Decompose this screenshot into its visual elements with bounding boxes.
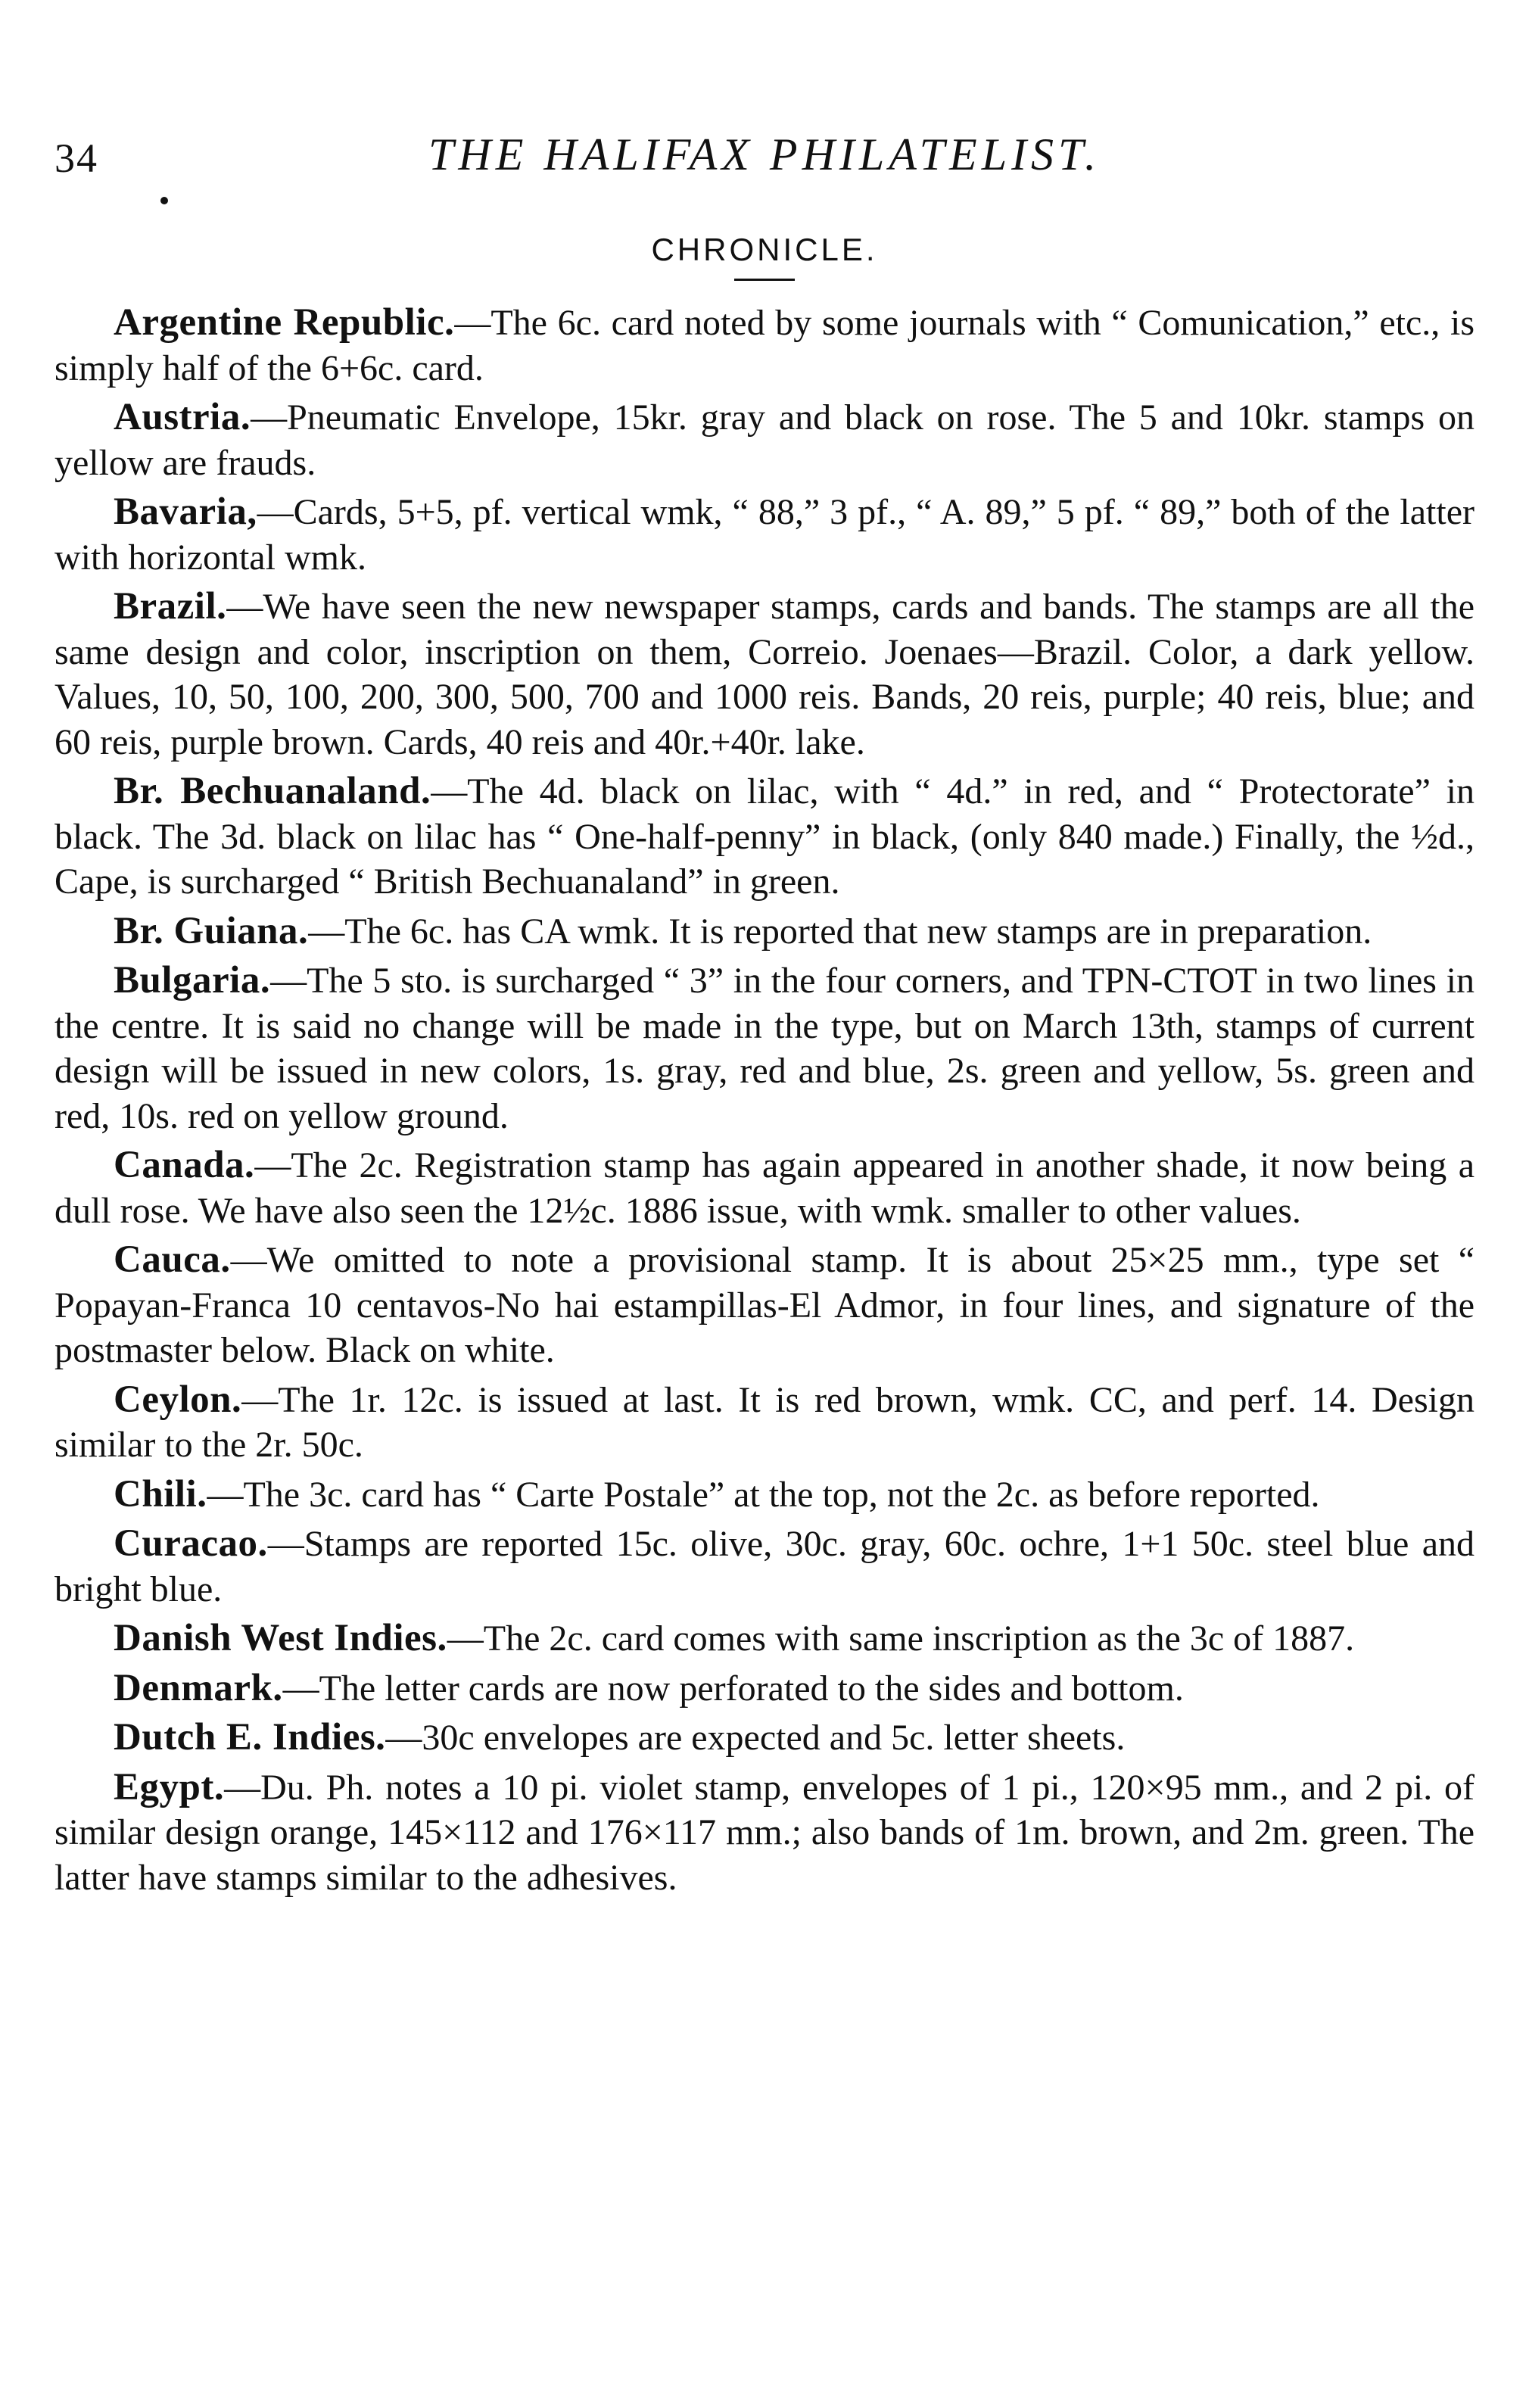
chronicle-entry: [54, 1238, 1475, 1373]
chronicle-entry: [54, 769, 1475, 905]
entry-country: Danish West Indies.: [114, 1617, 447, 1659]
entry-dash: —: [454, 303, 491, 343]
entry-text: The 6c. has CA wmk. It is reported that new stamps are in preparation.: [344, 911, 1372, 952]
entry-text: The 4d. black on lilac, with “ 4d.” in red, and “ Protectorate” in black. The 3d. black on lilac has “ One-half-penny” in black, (only 840 made.) Finally, the ½d., Cape, is surcharged “ British Bechuanaland” in green.: [54, 771, 1475, 902]
entry-country: Br. Guiana.: [114, 909, 309, 952]
magazine-page: [54, 114, 1475, 1905]
entry-country: Canada.: [114, 1144, 255, 1186]
chronicle-entry: [54, 1143, 1475, 1233]
entry-text: 30c envelopes are expected and 5c. letter sheets.: [422, 1718, 1126, 1758]
journal-title: THE HALIFAX PHILATELIST.: [428, 129, 1101, 179]
entry-country: Argentine Republic.: [114, 301, 455, 344]
heading-rule: [734, 279, 795, 281]
chronicle-entry: [54, 909, 1475, 955]
page-number: 34: [54, 136, 98, 181]
chronicle-entry: [54, 1522, 1475, 1612]
chronicle-entries: [54, 301, 1475, 1900]
entry-country: Br. Bechuanaland.: [114, 770, 431, 812]
entry-dash: —: [270, 961, 307, 1001]
entry-dash: —: [207, 1474, 244, 1515]
section-heading: CHRONICLE.: [651, 232, 878, 267]
entry-dash: —: [251, 397, 288, 438]
entry-dash: —: [267, 1524, 304, 1564]
chronicle-entry: [54, 1616, 1475, 1662]
entry-country: Curacao.: [114, 1522, 268, 1565]
entry-country: Bulgaria.: [114, 959, 271, 1002]
chronicle-entry: [54, 301, 1475, 391]
entry-dash: —: [257, 492, 294, 532]
entry-text: The 6c. card noted by some journals with “ Comunication,” etc., is simply half of the 6+6c. card.: [54, 303, 1475, 388]
entry-text: Pneumatic Envelope, 15kr. gray and black on rose. The 5 and 10kr. stamps on yellow are frauds.: [54, 397, 1475, 483]
entry-text: The 3c. card has “ Carte Postale” at the top, not the 2c. as before reported.: [243, 1474, 1320, 1515]
chronicle-entry: [54, 1765, 1475, 1901]
entry-text: The 5 sto. is surcharged “ 3” in the four corners, and TPN-CTOT in two lines in the centre. It is said no change will be made in the type, but on March 13th, stamps of current design will be issued in new colors, 1s. gray, red and blue, 2s. green and yellow, 5s. green and red, 10s. red on yellow ground.: [54, 961, 1475, 1136]
entry-text: The letter cards are now perforated to the sides and bottom.: [319, 1668, 1184, 1709]
chronicle-entry: [54, 1715, 1475, 1761]
entry-country: Bavaria,: [114, 491, 257, 533]
entry-dash: —: [254, 1145, 291, 1185]
entry-country: Denmark.: [114, 1666, 283, 1709]
chronicle-entry: [54, 1378, 1475, 1468]
entry-text: Du. Ph. notes a 10 pi. violet stamp, envelopes of 1 pi., 120×95 mm., and 2 pi. of similar design orange, 145×112 and 176×117 mm.; also bands of 1m. brown, and 2m. green. The latter have stamps similar to the adhesives.: [54, 1767, 1475, 1898]
entry-dash: —: [224, 1767, 261, 1808]
entry-dash: —: [447, 1618, 484, 1659]
entry-text: We have seen the new newspaper stamps, cards and bands. The stamps are all the same design and color, inscription on them, Correio. Joenaes—Brazil. Color, a dark yellow. Values, 10, 50, 100, 200, 300, 500, 700 and 1000 reis. Bands, 20 reis, purple; 40 reis, blue; and 60 reis, purple brown. Cards, 40 reis and 40r.+40r. lake.: [54, 587, 1475, 762]
entry-country: Ceylon.: [114, 1378, 242, 1421]
ink-dot: [160, 197, 168, 204]
chronicle-entry: [54, 958, 1475, 1139]
entry-country: Dutch E. Indies.: [114, 1716, 386, 1758]
entry-country: Egypt.: [114, 1765, 225, 1808]
chronicle-entry: [54, 1666, 1475, 1712]
entry-text: Cards, 5+5, pf. vertical wmk, “ 88,” 3 pf., “ A. 89,” 5 pf. “ 89,” both of the latter with horizontal wmk.: [54, 492, 1475, 578]
chronicle-entry: [54, 1472, 1475, 1518]
entry-country: Cauca.: [114, 1238, 231, 1281]
entry-text: The 1r. 12c. is issued at last. It is red brown, wmk. CC, and perf. 14. Design similar to the 2r. 50c.: [54, 1379, 1475, 1465]
chronicle-entry: [54, 584, 1475, 765]
entry-dash: —: [385, 1718, 422, 1758]
entry-text: We omitted to note a provisional stamp. It is about 25×25 mm., type set “ Popayan-Franca 10 centavos-No hai estampillas-El Admor, in four lines, and signature of the postmaster below. Black on white.: [54, 1240, 1475, 1370]
entry-dash: —: [226, 587, 263, 627]
entry-dash: —: [282, 1668, 319, 1709]
entry-country: Austria.: [114, 396, 251, 438]
entry-country: Chili.: [114, 1472, 207, 1516]
chronicle-entry: [54, 395, 1475, 485]
entry-dash: —: [230, 1240, 267, 1280]
entry-text: The 2c. card comes with same inscription as the 3c of 1887.: [483, 1618, 1355, 1659]
entry-country: Brazil.: [114, 585, 227, 628]
entry-dash: —: [431, 771, 468, 811]
entry-dash: —: [308, 911, 345, 952]
entry-dash: —: [241, 1379, 279, 1420]
chronicle-entry: [54, 490, 1475, 580]
entry-text: The 2c. Registration stamp has again appeared in another shade, it now being a dull rose. We have also seen the 12½c. 1886 issue, with wmk. smaller to other values.: [54, 1145, 1475, 1231]
entry-text: Stamps are reported 15c. olive, 30c. gray, 60c. ochre, 1+1 50c. steel blue and bright blue.: [54, 1524, 1475, 1609]
running-head: [54, 114, 1475, 197]
